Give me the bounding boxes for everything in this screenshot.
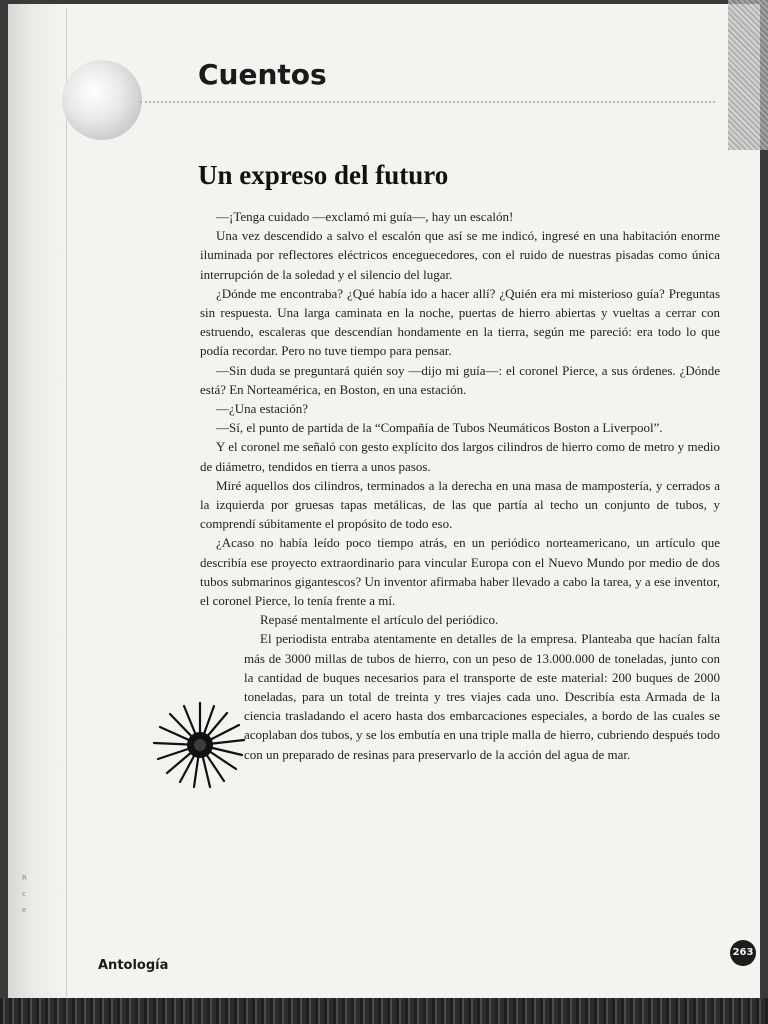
page-edge-line (66, 8, 67, 998)
paragraph: Y el coronel me señaló con gesto explícito dos largos cilindros de hierro como de metro y medio de diámetro, tendidos en tierra a unos pasos. (200, 439, 720, 474)
margin-mark: e (22, 906, 27, 914)
paragraph: ¿Dónde me encontraba? ¿Qué había ido a hacer allí? ¿Quién era mi misterioso guía? Preguntas sin respuesta. Una larga caminata en la noche, puertas de hierro abiertas y vueltas a cerrar con estruendo, escaleras que descendían hondamente en la tierra, según me pareció: era todo lo que podía recordar. Pero no tuve tiempo para pensar. (200, 285, 720, 359)
story-body (200, 207, 720, 764)
starburst-icon (152, 700, 248, 790)
paragraph: —Sin duda se preguntará quién soy —dijo mi guía—: el coronel Pierce, a sus órdenes. ¿Dónde está? En Norteamérica, en Boston, en una estación. (200, 362, 720, 397)
paragraph: Miré aquellos dos cilindros, terminados a la derecha en una masa de mampostería, y cerrados a la izquierda por gruesas tapas metálicas, de las que partía al techo un conjunto de tubos, y comprendí súbitamente el propósito de todo eso. (200, 477, 720, 532)
story-title: Un expreso del futuro (198, 160, 449, 190)
paragraph: Una vez descendido a salvo el escalón que así se me indicó, ingresé en una habitación enorme iluminada por reflectores eléctricos enceguecedores, con el ruido de nuestras pisadas como única interrupción de la soledad y el silencio del lugar. (200, 228, 720, 282)
dotted-divider (140, 101, 715, 103)
paragraph: —¡Tenga cuidado —exclamó mi guía—, hay un escalón! (216, 209, 514, 224)
margin-mark: c (22, 890, 26, 898)
margin-marks (22, 870, 32, 918)
paragraph: —¿Una estación? (216, 401, 309, 417)
page-number: 263 (730, 940, 756, 966)
paragraph: ¿Acaso no había leído poco tiempo atrás, en un periódico norteamericano, un artículo que describía ese proyecto extraordinario para vincular Europa con el Nuevo Mundo por medio de dos tubos submarinos gigantescos? Un inventor afirmaba haber llevado a cabo la tarea, y a ese inventor, el coronel Pierce, lo tenía frente a mí. (200, 535, 720, 609)
circle-ornament-icon (62, 60, 142, 140)
paragraph: —Sí, el punto de partida de la “Compañía de Tubos Neumáticos Boston a Liverpool”. (216, 420, 663, 436)
paragraph: El periodista entraba atentamente en detalles de la empresa. Planteaba que hacían falta más de 3000 millas de tubos de hierro, con un peso de 13.000.000 de toneladas, junto con la cantidad de buques necesarios para el transporte de este material: 200 buques de 2000 toneladas, para un total de treinta y tres viajes cada uno. Describía esta Armada de la ciencia trasladando el acero hasta dos embarcaciones especiales, a bordo de las cuales se acoplaban dos tubos, y se los embutía en una triple malla de hierro, cubriendo después todo con un preparado de resinas para preservarlo de la acción del agua de mar. (244, 631, 720, 762)
section-title: Cuentos (198, 58, 327, 91)
page-edge-texture (728, 0, 768, 150)
binding-shadow (8, 4, 66, 1004)
scan-bottom-edge (0, 998, 768, 1024)
paragraph: Repasé mentalmente el artículo del periódico. (260, 612, 499, 628)
margin-mark: R (22, 874, 27, 882)
footer-label: Antología (98, 958, 169, 973)
